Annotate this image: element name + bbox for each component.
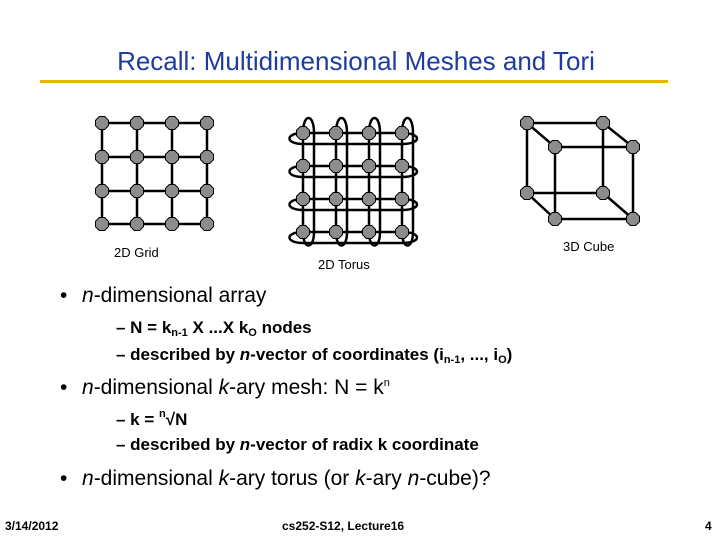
footer-page-number: 4 bbox=[705, 519, 712, 533]
grid-caption: 2D Grid bbox=[114, 245, 159, 260]
bullet-torus: • n-dimensional k-ary torus (or k-ary n-cube)? bbox=[60, 467, 491, 490]
bullet-mesh: • n-dimensional k-ary mesh: $N = k^n$ bbox=[60, 376, 390, 399]
sub-bullet-coordinates: – described by n-vector of coordinates ($i_{n-1}$, ..., $i_O$) bbox=[116, 345, 513, 366]
sub-bullet-node-count: – $N = k_{n-1}$ X ...X $k_O$ nodes bbox=[116, 318, 312, 339]
slide-title: Recall: Multidimensional Meshes and Tori bbox=[117, 46, 595, 76]
sub-bullet-radix-coordinate: – described by n-vector of radix k coordinate bbox=[116, 435, 479, 454]
footer-date: 3/14/2012 bbox=[5, 519, 59, 533]
torus-caption: 2D Torus bbox=[318, 257, 370, 272]
sub-bullet-radix: – k = $^n$√N bbox=[116, 408, 188, 429]
cube-caption: 3D Cube bbox=[563, 239, 615, 254]
footer-course: cs252-S12, Lecture16 bbox=[282, 519, 405, 533]
bullet-array: • n-dimensional array bbox=[60, 284, 267, 307]
